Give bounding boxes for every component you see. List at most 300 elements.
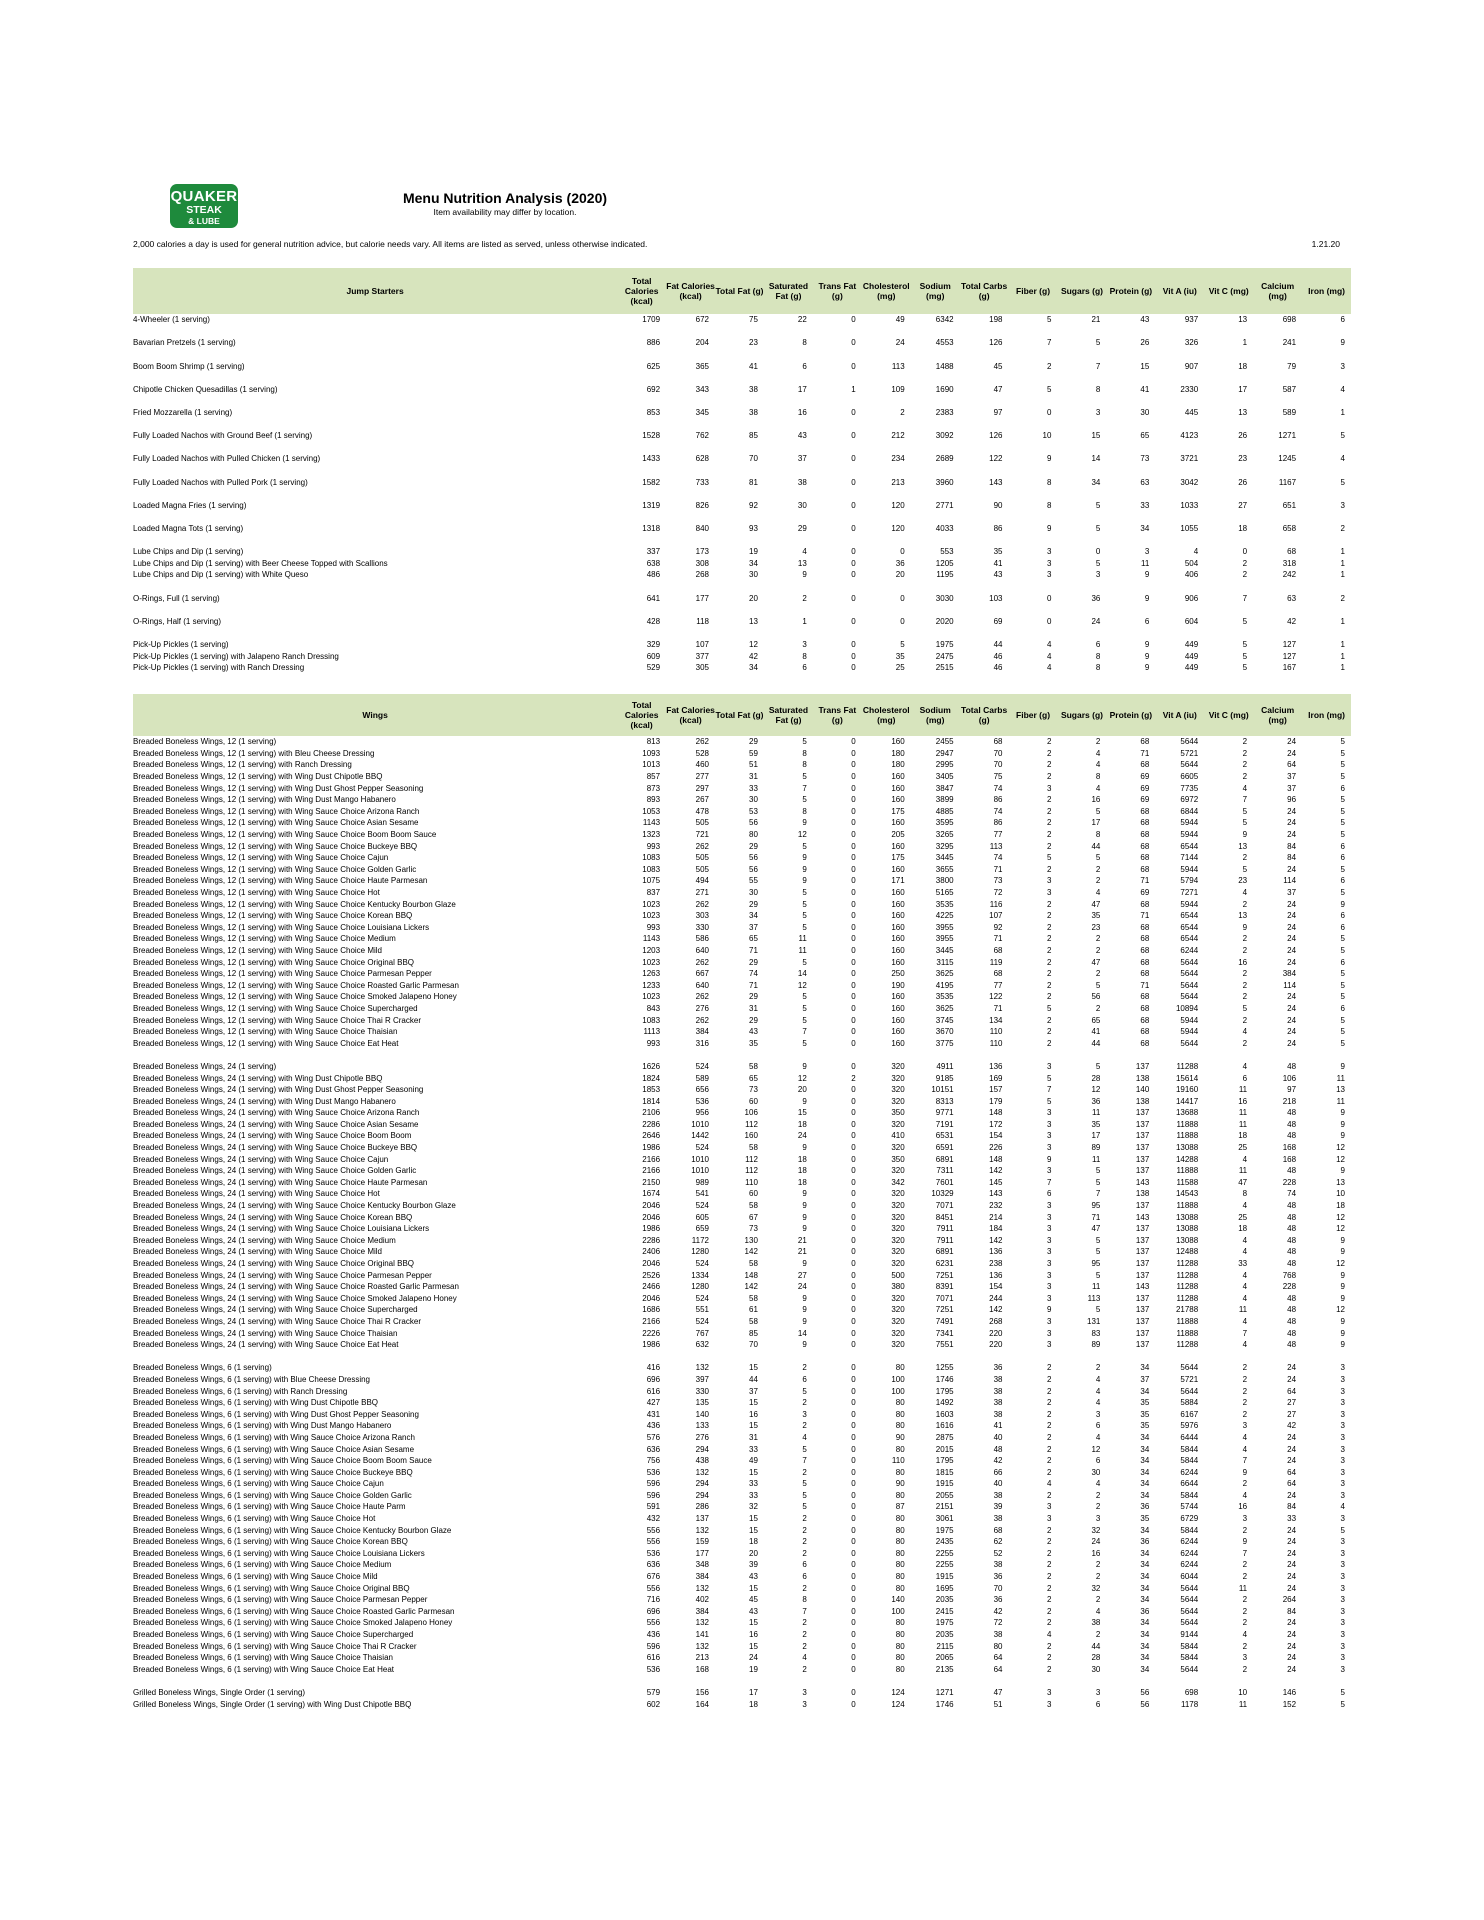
- nutrient-value: 0: [851, 1363, 856, 1373]
- item-name: Breaded Boneless Wings, 6 (1 serving) with Wing Sauce Choice Hot: [133, 1514, 376, 1524]
- nutrient-value: 4195: [935, 980, 954, 990]
- table-row: [133, 442, 1351, 454]
- nutrient-value: 271: [695, 888, 709, 898]
- nutrient-value: 494: [695, 876, 709, 886]
- table-row: [133, 1548, 1351, 1560]
- nutrient-value: 29: [797, 523, 807, 533]
- nutrient-value: 34: [1140, 1653, 1150, 1663]
- item-name: Breaded Boneless Wings, 12 (1 serving) with Wing Sauce Choice Haute Parmesan: [133, 876, 428, 886]
- nutrient-value: 5794: [1180, 876, 1199, 886]
- nutrient-value: 873: [646, 783, 661, 793]
- nutrient-value: 2: [802, 1514, 807, 1524]
- nutrient-value: 68: [1140, 737, 1150, 747]
- nutrient-value: 68: [993, 1525, 1003, 1535]
- nutrient-value: 5644: [1180, 1664, 1199, 1674]
- nutrient-value: 64: [1287, 1479, 1297, 1489]
- item-name: Breaded Boneless Wings, 24 (1 serving) with Wing Sauce Choice Louisiana Lickers: [133, 1224, 430, 1234]
- nutrient-value: 80: [895, 1583, 905, 1593]
- nutrient-value: 65: [1140, 431, 1150, 441]
- nutrient-value: 9: [1340, 1166, 1345, 1176]
- nutrient-value: 33: [1287, 1514, 1297, 1524]
- nutrient-value: 80: [895, 1467, 905, 1477]
- nutrient-value: 11: [1238, 1119, 1248, 1129]
- nutrient-value: 1824: [642, 1073, 661, 1083]
- nutrient-value: 1488: [935, 361, 954, 371]
- nutrient-value: 33: [1238, 1259, 1248, 1269]
- nutrient-value: 62: [993, 1537, 1003, 1547]
- nutrient-value: 2947: [935, 748, 954, 758]
- nutrient-value: 2515: [935, 663, 954, 673]
- nutrient-value: 2: [802, 593, 807, 603]
- nutrient-value: 22: [797, 315, 807, 325]
- nutrient-value: 137: [1135, 1166, 1150, 1176]
- nutrient-value: 5: [1340, 818, 1345, 828]
- item-name: Breaded Boneless Wings, 6 (1 serving) with Wing Sauce Choice Parmesan Pepper: [133, 1595, 428, 1605]
- nutrient-value: 0: [851, 1015, 856, 1025]
- nutrient-value: 3: [1340, 1653, 1345, 1663]
- nutrient-value: 9: [802, 1143, 807, 1153]
- nutrient-value: 1492: [935, 1398, 954, 1408]
- nutrient-value: 3625: [935, 1003, 954, 1013]
- table-row: [133, 1629, 1351, 1641]
- nutrient-value: 5: [802, 992, 807, 1002]
- nutrient-value: 8: [802, 1595, 807, 1605]
- nutrient-value: 213: [695, 1653, 709, 1663]
- nutrient-value: 18: [797, 1119, 807, 1129]
- nutrient-value: 556: [646, 1525, 661, 1535]
- table-row: [133, 650, 1351, 662]
- nutrient-value: 5844: [1180, 1490, 1199, 1500]
- nutrient-value: 604: [1184, 616, 1199, 626]
- nutrient-value: 3: [1046, 1270, 1052, 1280]
- nutrient-value: 5: [802, 922, 807, 932]
- nutrient-value: 48: [1287, 1305, 1297, 1315]
- nutrient-value: 110: [891, 1456, 905, 1466]
- table-row: [133, 1153, 1351, 1165]
- nutrient-value: 205: [891, 830, 905, 840]
- nutrient-value: 3: [1095, 408, 1101, 418]
- nutrient-value: 2: [1242, 1641, 1248, 1651]
- nutrient-value: 672: [695, 315, 709, 325]
- nutrient-value: 160: [891, 818, 905, 828]
- nutrient-value: 2406: [642, 1247, 661, 1257]
- nutrient-value: 30: [749, 570, 758, 580]
- nutrient-value: 30: [749, 888, 758, 898]
- nutrient-value: 8391: [935, 1282, 954, 1292]
- nutrient-value: 0: [851, 1618, 856, 1628]
- nutrient-value: 4: [1095, 1606, 1101, 1616]
- nutrient-value: 330: [695, 1386, 709, 1396]
- nutrient-value: 56: [749, 853, 758, 863]
- nutrient-value: 2166: [642, 1166, 661, 1176]
- nutrient-value: 2: [1095, 876, 1101, 886]
- item-name: Pick-Up Pickles (1 serving): [133, 639, 229, 649]
- nutrient-value: 0: [851, 1490, 856, 1500]
- nutrient-value: 103: [989, 593, 1003, 603]
- nutrient-value: 5: [1095, 558, 1101, 568]
- nutrient-value: 48: [1287, 1119, 1297, 1129]
- nutrient-value: 9185: [935, 1073, 954, 1083]
- nutrient-value: 2: [1095, 934, 1101, 944]
- nutrient-value: 1205: [935, 558, 954, 568]
- nutrient-value: 11: [1238, 1699, 1248, 1709]
- nutrient-value: 1: [851, 384, 856, 394]
- item-name: Breaded Boneless Wings, 6 (1 serving) with Wing Dust Ghost Pepper Seasoning: [133, 1409, 419, 1419]
- nutrient-value: 12: [1091, 1444, 1101, 1454]
- nutrient-value: 5: [1242, 1003, 1248, 1013]
- nutrient-value: 80: [993, 1641, 1003, 1651]
- nutrient-value: 74: [993, 806, 1003, 816]
- item-name: Breaded Boneless Wings, 12 (1 serving) with Wing Sauce Choice Golden Garlic: [133, 864, 417, 874]
- nutrient-value: 34: [1140, 1548, 1150, 1558]
- nutrient-value: 120: [891, 500, 905, 510]
- nutrient-value: 276: [695, 1432, 709, 1442]
- nutrient-value: 6: [802, 361, 807, 371]
- nutrient-value: 5: [1046, 1096, 1052, 1106]
- nutrient-value: 65: [1091, 1015, 1101, 1025]
- nutrient-value: 3: [1340, 1374, 1345, 1384]
- nutrient-value: 160: [891, 864, 905, 874]
- nutrient-value: 9: [1046, 1305, 1052, 1315]
- nutrient-value: 11288: [1176, 1259, 1199, 1269]
- nutrient-value: 0: [851, 945, 856, 955]
- nutrient-value: 4: [1242, 1201, 1248, 1211]
- nutrient-value: 120: [891, 523, 905, 533]
- nutrient-value: 152: [1282, 1699, 1297, 1709]
- nutrient-value: 34: [1091, 477, 1101, 487]
- nutrient-value: 0: [851, 1131, 856, 1141]
- nutrient-value: 5: [802, 911, 807, 921]
- nutrient-value: 0: [851, 1096, 856, 1106]
- nutrient-value: 5644: [1180, 760, 1199, 770]
- nutrient-value: 49: [895, 315, 905, 325]
- logo-line-2: STEAK: [186, 204, 222, 216]
- nutrient-value: 33: [749, 783, 758, 793]
- table-row: [133, 1536, 1351, 1548]
- nutrient-value: 13: [1238, 408, 1248, 418]
- nutrient-value: 529: [646, 663, 661, 673]
- nutrient-value: 25: [1238, 1143, 1248, 1153]
- nutrient-value: 4: [802, 1432, 807, 1442]
- nutrient-value: 2: [1095, 864, 1101, 874]
- nutrient-value: 1686: [642, 1305, 661, 1315]
- nutrient-value: 1: [1340, 663, 1345, 673]
- nutrient-value: 8: [1095, 663, 1101, 673]
- nutrient-value: 80: [895, 1525, 905, 1535]
- nutrient-value: 2: [1242, 1374, 1248, 1384]
- nutrient-value: 9: [1046, 523, 1052, 533]
- nutrient-value: 6: [1340, 957, 1345, 967]
- nutrient-value: 6167: [1180, 1409, 1199, 1419]
- nutrient-value: 813: [646, 737, 661, 747]
- nutrient-value: 6544: [1180, 922, 1199, 932]
- nutrient-value: 2: [1046, 748, 1052, 758]
- nutrient-value: 86: [993, 523, 1003, 533]
- nutrient-value: 69: [1140, 888, 1150, 898]
- nutrient-value: 238: [989, 1259, 1003, 1269]
- nutrient-value: 44: [1091, 841, 1101, 851]
- nutrient-value: 67: [749, 1212, 758, 1222]
- nutrient-value: 3: [802, 1409, 807, 1419]
- nutrient-value: 0: [851, 1595, 856, 1605]
- nutrient-value: 5644: [1180, 1583, 1199, 1593]
- item-name: Breaded Boneless Wings, 24 (1 serving) with Wing Sauce Choice Thaisian: [133, 1328, 398, 1338]
- nutrient-value: 4: [1242, 1061, 1248, 1071]
- nutrient-value: 5: [900, 639, 905, 649]
- nutrient-value: 9: [802, 1259, 807, 1269]
- nutrient-value: 11: [1238, 1166, 1248, 1176]
- nutrient-value: 0: [851, 1085, 856, 1095]
- column-header: Iron (mg): [1308, 709, 1345, 720]
- nutrient-value: 0: [1046, 408, 1052, 418]
- table-row: [133, 1095, 1351, 1107]
- nutrient-value: 48: [1287, 1212, 1297, 1222]
- nutrient-value: 29: [749, 1015, 758, 1025]
- nutrient-value: 160: [891, 957, 905, 967]
- nutrient-value: 6: [1340, 911, 1345, 921]
- nutrient-value: 9: [1144, 651, 1150, 661]
- column-header: Vit A (iu): [1162, 709, 1197, 720]
- nutrient-value: 0: [851, 922, 856, 932]
- nutrient-value: 160: [891, 888, 905, 898]
- nutrient-value: 68: [1140, 806, 1150, 816]
- nutrient-value: 83: [1091, 1328, 1101, 1338]
- nutrient-value: 68: [1140, 864, 1150, 874]
- nutrient-value: 0: [851, 1374, 856, 1384]
- nutrient-value: 5: [1095, 338, 1101, 348]
- item-name: Breaded Boneless Wings, 6 (1 serving) with Wing Sauce Choice Golden Garlic: [133, 1490, 412, 1500]
- nutrient-value: 625: [646, 361, 661, 371]
- nutrient-value: 8: [1242, 1189, 1248, 1199]
- nutrient-value: 80: [895, 1363, 905, 1373]
- nutrient-value: 11: [1140, 558, 1150, 568]
- nutrient-value: 9: [1340, 1247, 1345, 1257]
- nutrient-value: 438: [695, 1456, 709, 1466]
- nutrient-value: 2: [1242, 899, 1248, 909]
- nutrient-value: 837: [646, 888, 661, 898]
- nutrient-value: 0: [851, 1386, 856, 1396]
- nutrient-value: 6244: [1180, 1467, 1199, 1477]
- nutrient-value: 733: [695, 477, 709, 487]
- nutrient-value: 12: [1336, 1224, 1345, 1234]
- nutrient-value: 11: [798, 945, 807, 955]
- nutrient-value: 29: [749, 737, 758, 747]
- nutrient-value: 44: [749, 1374, 758, 1384]
- nutrient-value: 6: [802, 1572, 807, 1582]
- nutrient-value: 71: [993, 1003, 1003, 1013]
- nutrient-value: 1083: [642, 1015, 661, 1025]
- nutrient-value: 586: [695, 934, 709, 944]
- nutrient-value: 0: [851, 911, 856, 921]
- nutrient-value: 24: [1287, 1537, 1297, 1547]
- nutrient-value: 2: [802, 1664, 807, 1674]
- nutrient-value: 5944: [1180, 830, 1199, 840]
- column-header: Total Fat (g): [715, 709, 764, 720]
- nutrient-value: 3: [1046, 1699, 1052, 1709]
- nutrient-value: 68: [1140, 818, 1150, 828]
- nutrient-value: 38: [993, 1374, 1003, 1384]
- nutrient-value: 556: [646, 1618, 661, 1628]
- nutrient-value: 137: [1135, 1201, 1150, 1211]
- nutrient-value: 142: [989, 1166, 1003, 1176]
- column-header: Fat Calories (kcal): [666, 704, 715, 725]
- nutrient-value: 204: [695, 338, 709, 348]
- nutrient-value: 0: [851, 454, 856, 464]
- nutrient-value: 15: [749, 1467, 758, 1477]
- nutrient-value: 4: [1095, 1398, 1101, 1408]
- nutrient-value: 4: [1242, 1490, 1248, 1500]
- nutrient-value: 12: [797, 830, 807, 840]
- nutrient-value: 536: [646, 1548, 661, 1558]
- nutrient-value: 110: [989, 1027, 1003, 1037]
- nutrient-value: 160: [891, 1003, 905, 1013]
- nutrient-value: 34: [1140, 1467, 1150, 1477]
- nutrient-value: 6: [1095, 639, 1101, 649]
- nutrient-value: 3: [1046, 1293, 1052, 1303]
- nutrient-value: 24: [1287, 1490, 1297, 1500]
- nutrient-value: 132: [695, 1583, 709, 1593]
- nutrient-value: 2: [1242, 1618, 1248, 1628]
- nutrient-value: 0: [851, 876, 856, 886]
- nutrient-value: 2: [1046, 1490, 1052, 1500]
- item-name: Breaded Boneless Wings, 24 (1 serving) with Wing Sauce Choice Boom Boom: [133, 1131, 412, 1141]
- item-name: Breaded Boneless Wings, 6 (1 serving) with Wing Dust Chipotle BBQ: [133, 1398, 378, 1408]
- nutrient-value: 180: [891, 760, 905, 770]
- nutrient-value: 9: [802, 1340, 807, 1350]
- table-row: [133, 1339, 1351, 1351]
- nutrient-value: 25: [1238, 1212, 1248, 1222]
- table-row: [133, 829, 1351, 841]
- nutrient-value: 24: [1287, 864, 1297, 874]
- nutrient-value: 5644: [1180, 737, 1199, 747]
- nutrient-value: 218: [1282, 1096, 1297, 1106]
- item-name: Breaded Boneless Wings, 24 (1 serving) with Wing Sauce Choice Mild: [133, 1247, 383, 1257]
- nutrient-value: 6: [1340, 922, 1345, 932]
- table-row: [133, 1327, 1351, 1339]
- nutrient-value: 2: [1046, 830, 1052, 840]
- table-row: [133, 407, 1351, 419]
- nutrient-value: 7911: [936, 1235, 954, 1245]
- nutrient-value: 10: [1042, 431, 1052, 441]
- nutrient-value: 24: [1287, 1572, 1297, 1582]
- nutrient-value: 641: [646, 593, 661, 603]
- nutrient-value: 11: [1092, 1282, 1101, 1292]
- nutrient-value: 5: [802, 1386, 807, 1396]
- nutrient-value: 36: [1091, 1096, 1101, 1106]
- nutrient-value: 160: [891, 911, 905, 921]
- nutrient-value: 4: [1095, 1374, 1101, 1384]
- nutrient-value: 2: [1046, 1606, 1052, 1616]
- nutrient-value: 4: [1095, 888, 1101, 898]
- nutrient-value: 24: [1287, 806, 1297, 816]
- nutrient-value: 148: [744, 1270, 758, 1280]
- nutrient-value: 17: [1091, 1131, 1101, 1141]
- nutrient-value: 18: [749, 1699, 758, 1709]
- nutrient-value: 14: [797, 969, 807, 979]
- nutrient-value: 168: [695, 1664, 709, 1674]
- nutrient-value: 47: [993, 1687, 1003, 1697]
- nutrient-value: 591: [646, 1502, 661, 1512]
- nutrient-value: 97: [1287, 1085, 1297, 1095]
- nutrient-value: 68: [1140, 1015, 1150, 1025]
- nutrient-value: 23: [1238, 876, 1248, 886]
- nutrient-value: 1323: [642, 830, 661, 840]
- nutrient-value: 5: [802, 1444, 807, 1454]
- table-row: [133, 488, 1351, 500]
- nutrient-value: 6891: [935, 1247, 954, 1257]
- nutrient-value: 5644: [1180, 957, 1199, 967]
- nutrient-value: 656: [695, 1085, 709, 1095]
- nutrient-value: 262: [695, 1015, 709, 1025]
- nutrient-value: 2286: [642, 1119, 661, 1129]
- nutrient-value: 68: [1140, 899, 1150, 909]
- item-name: Breaded Boneless Wings, 24 (1 serving) with Wing Sauce Choice Roasted Garlic Parmesan: [133, 1282, 459, 1292]
- nutrient-value: 2046: [642, 1259, 661, 1269]
- item-name: Breaded Boneless Wings, 12 (1 serving) with Wing Sauce Choice Louisiana Lickers: [133, 922, 430, 932]
- wings-table: [133, 694, 1351, 1710]
- nutrient-value: 0: [851, 500, 856, 510]
- nutrient-value: 9: [1340, 1108, 1345, 1118]
- nutrient-value: 2: [1046, 795, 1052, 805]
- table-row: [133, 1466, 1351, 1478]
- nutrient-value: 3: [1046, 1687, 1052, 1697]
- nutrient-value: 37: [1287, 772, 1297, 782]
- nutrient-value: 4: [1046, 1630, 1052, 1640]
- nutrient-value: 0: [851, 1583, 856, 1593]
- nutrient-value: 241: [1282, 338, 1297, 348]
- nutrient-value: 993: [646, 922, 661, 932]
- nutrient-value: 4: [1242, 1154, 1248, 1164]
- nutrient-value: 190: [891, 980, 905, 990]
- nutrient-value: 5: [1046, 1003, 1052, 1013]
- nutrient-value: 71: [1091, 1212, 1101, 1222]
- column-header: Vit C (mg): [1208, 709, 1249, 720]
- nutrient-value: 18: [797, 1154, 807, 1164]
- nutrient-value: 1975: [935, 1525, 954, 1535]
- nutrient-value: 7271: [1180, 888, 1199, 898]
- nutrient-value: 3: [1046, 1201, 1052, 1211]
- nutrient-value: 74: [1287, 1189, 1297, 1199]
- nutrient-value: 5: [1046, 315, 1052, 325]
- item-name: Breaded Boneless Wings, 12 (1 serving) with Wing Sauce Choice Thai R Cracker: [133, 1015, 421, 1025]
- nutrient-value: 13: [749, 616, 758, 626]
- nutrient-value: 320: [891, 1096, 905, 1106]
- item-name: Chipotle Chicken Quesadillas (1 serving): [133, 384, 278, 394]
- nutrient-value: 17: [1091, 818, 1101, 828]
- nutrient-value: 0: [851, 1166, 856, 1176]
- nutrient-value: 7: [802, 783, 807, 793]
- nutrient-value: 2: [900, 408, 905, 418]
- item-name: Lube Chips and Dip (1 serving) with White Queso: [133, 570, 309, 580]
- nutrient-value: 114: [1283, 876, 1297, 886]
- table-row: [133, 360, 1351, 372]
- nutrient-value: 65: [749, 934, 758, 944]
- nutrient-value: 3: [1340, 500, 1345, 510]
- nutrient-value: 486: [646, 570, 661, 580]
- nutrient-value: 160: [891, 772, 905, 782]
- nutrient-value: 5944: [1180, 899, 1199, 909]
- nutrient-value: 320: [891, 1189, 905, 1199]
- nutrient-value: 38: [993, 1386, 1003, 1396]
- nutrient-value: 3: [1340, 1363, 1345, 1373]
- nutrient-value: 11: [1238, 1583, 1248, 1593]
- nutrient-value: 2875: [935, 1432, 954, 1442]
- nutrient-value: 1815: [935, 1467, 954, 1477]
- nutrient-value: 4911: [936, 1061, 954, 1071]
- nutrient-value: 9: [1340, 1119, 1345, 1129]
- nutrient-value: 142: [989, 1305, 1003, 1315]
- nutrient-value: 7: [1095, 1189, 1101, 1199]
